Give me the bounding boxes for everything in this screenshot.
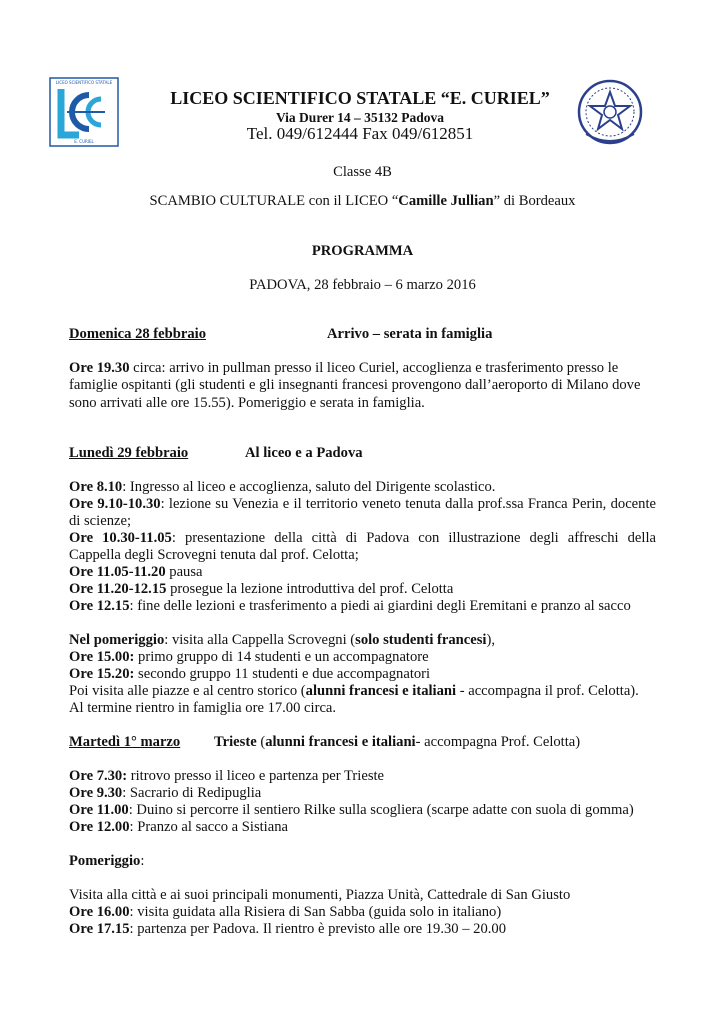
afternoon-text: : visita alla Cappella Scrovegni ( (164, 632, 356, 648)
visit-bold: alunni francesi e italiani (305, 683, 457, 699)
item-text: primo gruppo di 14 studenti e un accompagnatore (134, 649, 429, 665)
day1-date: Domenica 28 febbraio (69, 326, 207, 342)
day3-item (69, 904, 501, 921)
item-text: ritrovo presso il liceo e partenza per Trieste (127, 768, 385, 784)
day2-item (69, 598, 631, 615)
svg-text:LICEO SCIENTIFICO STATALE: LICEO SCIENTIFICO STATALE (55, 80, 113, 85)
item-time: Ore 9.30 (69, 785, 123, 801)
day1-line1-text: circa: arrivo in pullman presso il liceo Curiel, accoglienza e trasferimento presso le (129, 360, 619, 376)
program-title: PROGRAMMA (311, 243, 414, 259)
item-time: Ore 15.00: (69, 649, 135, 665)
day2-item (69, 581, 453, 598)
day1-line2: famiglie ospitanti (gli studenti e gli insegnanti francesi provengono dall’aeroporto di Milano dove (69, 377, 641, 393)
program-dates: PADOVA, 28 febbraio – 6 marzo 2016 (249, 277, 476, 293)
item-time: Ore 12.00 (69, 819, 130, 835)
day3-afternoon (69, 853, 144, 870)
day3-item (69, 785, 261, 802)
day3-item (69, 921, 506, 938)
school-phone: Tel. 049/612444 Fax 049/612851 (246, 124, 474, 143)
item-text: : partenza per Padova. Il rientro è previsto alle ore 19.30 – 20.00 (129, 921, 507, 937)
item-text: : presentazione della città di Padova con illustrazione degli affreschi della (171, 530, 656, 546)
item-time: Ore 15.20: (69, 666, 135, 682)
exchange-prefix: SCAMBIO CULTURALE con il LICEO “ (149, 193, 399, 209)
day2-group1 (69, 649, 429, 666)
day2-title: Al liceo e a Padova (245, 445, 363, 461)
day3-title-suffix: - accompagna Prof. Celotta) (415, 734, 581, 750)
svg-text:E. CURIEL: E. CURIEL (74, 139, 94, 144)
day1-line1 (69, 360, 618, 377)
day2-afternoon (69, 632, 495, 649)
item-text: : lezione su Venezia e il territorio veneto tenuta dalla prof.ssa Franca Perin, docente (160, 496, 656, 512)
class-label: Classe 4B (333, 164, 392, 180)
day3-date: Martedì 1° marzo (69, 734, 181, 750)
item-text: : Ingresso al liceo e accoglienza, saluto del Dirigente scolastico. (122, 479, 496, 495)
item-time: Ore 9.10-10.30 (69, 496, 161, 512)
day3-title-paren: ( (256, 734, 266, 750)
day2-item-cont: di scienze; (69, 513, 131, 529)
day1-title: Arrivo – serata in famiglia (327, 326, 493, 342)
exchange-suffix: ” di Bordeaux (493, 193, 576, 209)
item-text: : visita guidata alla Risiera di San Sabba (guida solo in italiano) (129, 904, 502, 920)
afternoon-label: Pomeriggio (69, 853, 141, 869)
exchange-title (0, 193, 725, 210)
item-time: Ore 12.15 (69, 598, 130, 614)
school-logo (49, 77, 119, 147)
item-time: Ore 8.10 (69, 479, 123, 495)
item-text: secondo gruppo 11 studenti e due accompagnatori (134, 666, 431, 682)
item-text: pausa (165, 564, 203, 580)
day3-visit: Visita alla città e ai suoi principali monumenti, Piazza Unità, Cattedrale di San Giusto (69, 887, 571, 903)
afternoon-colon: : (140, 853, 145, 869)
day3-item (69, 802, 634, 819)
item-text: : fine delle lezioni e trasferimento a piedi ai giardini degli Eremitani e pranzo al sacco (129, 598, 631, 614)
afternoon-label: Nel pomeriggio (69, 632, 165, 648)
item-time: Ore 11.05-11.20 (69, 564, 166, 580)
day2-item (69, 564, 203, 581)
day2-group2 (69, 666, 430, 683)
afternoon-bold: solo studenti francesi (355, 632, 487, 648)
day2-date: Lunedì 29 febbraio (69, 445, 189, 461)
visit-prefix: Poi visita alle piazze e al centro storico ( (69, 683, 306, 699)
item-time: Ore 11.00 (69, 802, 129, 818)
day2-visit (69, 683, 639, 700)
item-text: : Pranzo al sacco a Sistiana (129, 819, 288, 835)
item-text: prosegue la lezione introduttiva del prof. Celotta (166, 581, 454, 597)
day2-item (69, 496, 656, 513)
day3-item (69, 768, 384, 785)
visit-suffix: - accompagna il prof. Celotta). (456, 683, 639, 699)
item-time: Ore 7.30: (69, 768, 128, 784)
day3-title (214, 734, 580, 751)
item-time: Ore 10.30-11.05 (69, 530, 172, 546)
item-text: : Sacrario di Redipuglia (122, 785, 262, 801)
day2-item (69, 530, 656, 547)
school-name: LICEO SCIENTIFICO STATALE “E. CURIEL” (170, 88, 550, 108)
item-text: : Duino si percorre il sentiero Rilke sulla scogliera (scarpe adatte con suola di gomma) (128, 802, 634, 818)
item-time: Ore 17.15 (69, 921, 130, 937)
afternoon-end: ), (486, 632, 495, 648)
item-time: Ore 16.00 (69, 904, 130, 920)
day1-line3: sono arrivati alle ore 15.55). Pomeriggio e serata in famiglia. (69, 395, 425, 411)
day3-title-bold: alunni francesi e italiani (265, 734, 416, 750)
day2-item (69, 479, 495, 496)
day1-time: Ore 19.30 (69, 360, 130, 376)
exchange-school-name: Camille Jullian (398, 193, 494, 209)
day2-return: Al termine rientro in famiglia ore 17.00 circa. (69, 700, 337, 716)
school-address: Via Durer 14 – 35132 Padova (275, 110, 445, 125)
day3-title-main: Trieste (214, 734, 257, 750)
day3-item (69, 819, 288, 836)
day2-item-cont: Cappella degli Scrovegni tenuta dal prof. Celotta; (69, 547, 359, 563)
item-time: Ore 11.20-12.15 (69, 581, 167, 597)
